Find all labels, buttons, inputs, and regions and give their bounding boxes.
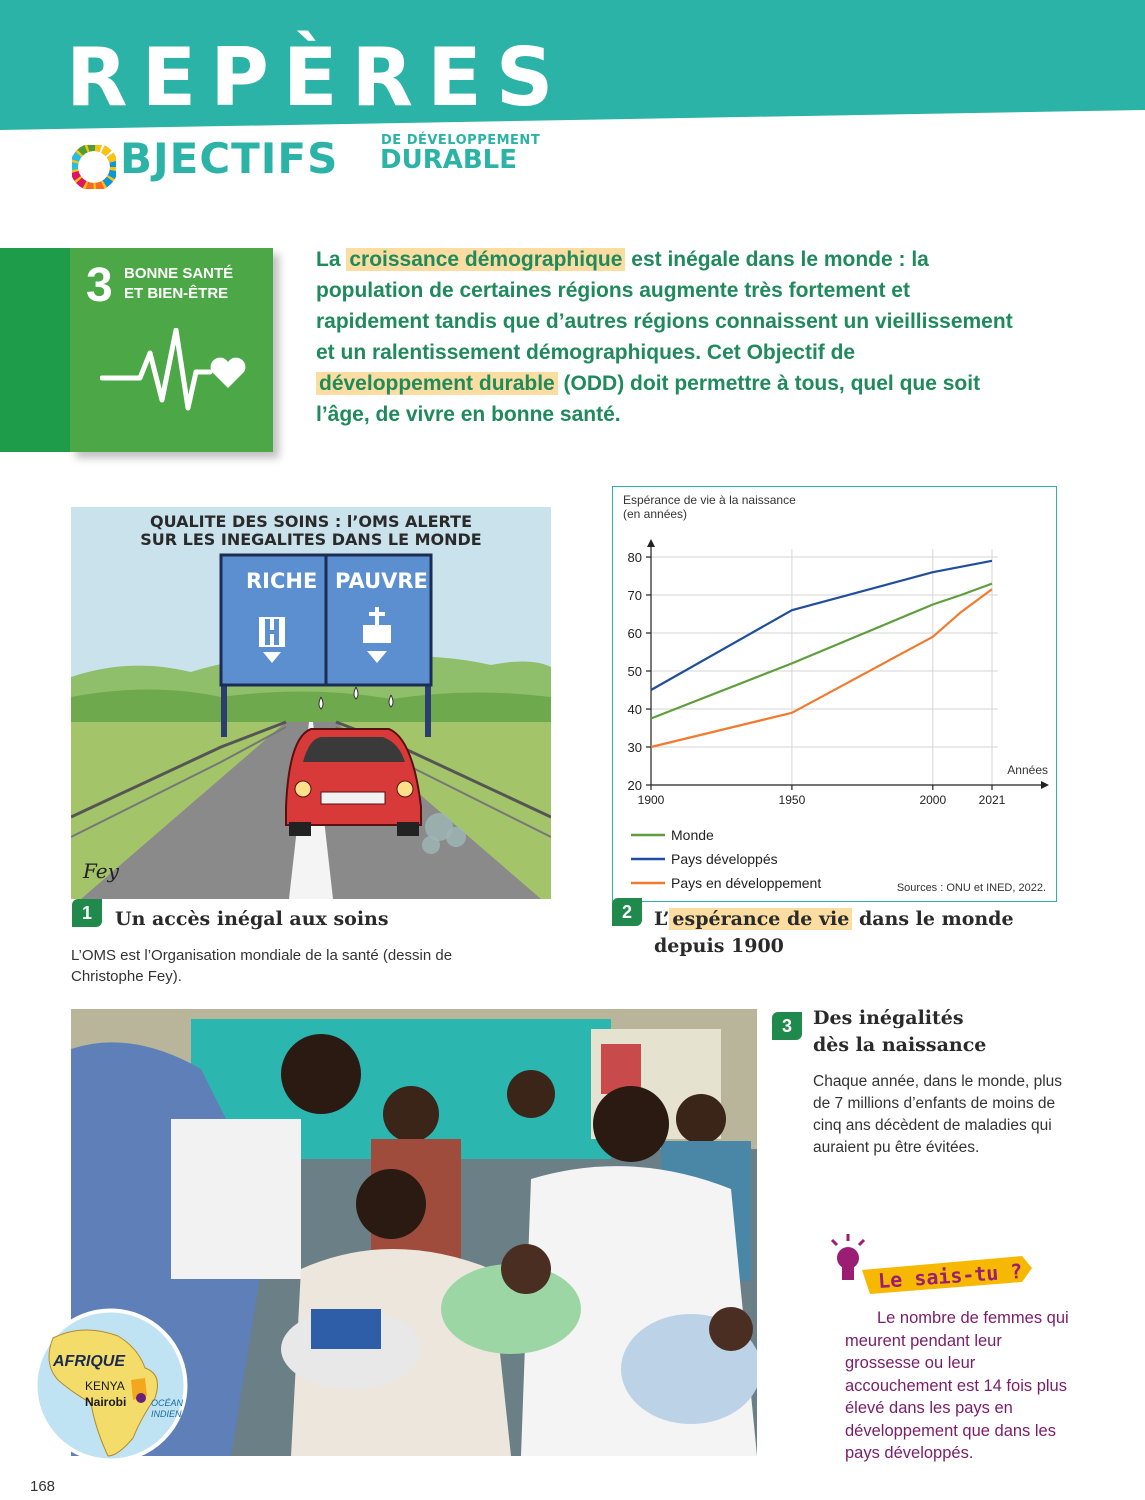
doc2-title: [654, 906, 1014, 960]
chart-canvas: [613, 487, 1058, 903]
chart-source: Sources : ONU et INED, 2022.: [896, 882, 1046, 894]
cartoon-headline-line1: QUALITE DES SOINS : l’OMS ALERTE: [149, 512, 472, 531]
sdg-label-line1: BONNE SANTÉ: [124, 265, 234, 282]
page-title: REPÈRES: [66, 31, 568, 124]
page-number: 168: [30, 1478, 56, 1495]
chart-ytick-label: 20: [627, 778, 642, 793]
chart-line-pays-en-developpement: [651, 589, 992, 747]
heartbeat-icon: [100, 328, 250, 418]
objectifs-heading: BJECTIFS: [120, 134, 339, 183]
term-developpement-durable[interactable]: développement durable: [316, 372, 558, 395]
intro-paragraph: [316, 244, 1016, 430]
doc3-title-line1: Des inégalités: [813, 1007, 964, 1029]
doc2-title-pre: L’: [654, 908, 670, 930]
legend-label-pays-developpes: Pays développés: [671, 851, 778, 867]
sais-tu-text: [845, 1307, 1075, 1465]
map-ocean-label-1: OCÉAN: [151, 1398, 184, 1408]
kenya-locator-map: [33, 1308, 188, 1463]
cartoon-headline-line2: SUR LES INEGALITES DANS LE MONDE: [140, 530, 482, 549]
intro-part3: (ODD) doit permettre à tous, quel que soit l’âge, de vivre en bonne santé.: [316, 372, 981, 426]
doc3-title-line2: dès la naissance: [813, 1034, 987, 1056]
artist-signature: Fey: [83, 859, 119, 883]
cartoon-illustration: [71, 507, 551, 899]
sdg-3-box: [70, 248, 273, 452]
intro-part1: La: [316, 248, 347, 271]
legend-label-pays-en-developpement: Pays en développement: [671, 875, 822, 891]
term-croissance-demographique[interactable]: croissance démographique: [346, 248, 625, 271]
sdg-number: 3: [86, 259, 113, 312]
doc2-badge: 2: [612, 898, 642, 926]
chart-xtick-label: 1950: [778, 793, 806, 807]
chart-ytick-label: 70: [627, 588, 642, 603]
term-esperance-de-vie[interactable]: espérance de vie: [669, 908, 852, 930]
sais-tu-body: Le nombre de femmes qui meurent pendant leur grossesse ou leur accouchement est 14 fois plus élevé dans les pays en développement que dans les pays développés.: [845, 1309, 1069, 1462]
doc1-title: Un accès inégal aux soins: [115, 908, 389, 930]
chart-xlabel: Années: [1007, 763, 1048, 777]
de-developpement-label: DE DÉVELOPPEMENT: [381, 133, 541, 148]
chart-ytick-label: 40: [627, 702, 642, 717]
map-country-label: KENYA: [85, 1379, 125, 1393]
chart-line-monde: [651, 584, 992, 719]
chart-ylabel-line1: Espérance de vie à la naissance: [623, 493, 796, 507]
map-ocean-label-2: INDIEN: [151, 1409, 182, 1419]
intro-part2: est inégale dans le monde : la population de certaines régions augmente très fortement et rapidement tandis que d’autres régions connaissent un vieillissement et un ralentissement démographiques. Cet Objectif de: [316, 248, 1013, 364]
life-expectancy-chart: [612, 486, 1057, 902]
durable-label: DURABLE: [380, 145, 517, 175]
chart-ytick-label: 50: [627, 664, 642, 679]
sdg-side-bar: [0, 248, 70, 452]
doc2-title-post: dans le monde depuis 1900: [654, 908, 1014, 957]
cartoon-drawing: [71, 507, 551, 899]
doc1-badge: 1: [72, 899, 102, 927]
doc3-text: Chaque année, dans le monde, plus de 7 millions d’enfants de moins de cinq ans décèdent de maladies qui auraient pu être évitées.: [813, 1073, 1063, 1156]
sais-tu-title: Le sais-tu ?: [877, 1258, 1024, 1294]
map-city-label: Nairobi: [85, 1395, 127, 1409]
cartoon-headline: [71, 513, 551, 549]
doc3-badge: 3: [772, 1012, 802, 1040]
chart-xtick-label: 2000: [919, 793, 947, 807]
chart-ytick-label: 80: [627, 550, 642, 565]
sdg-label-line2: ET BIEN-ÊTRE: [124, 285, 229, 303]
sdg-label: [124, 264, 264, 305]
chart-ylabel-line2: (en années): [623, 507, 688, 521]
legend-label-monde: Monde: [671, 827, 714, 843]
chart-ytick-label: 60: [627, 626, 642, 641]
sign-pauvre: PAUVRE: [335, 569, 428, 593]
map-continent-label: AFRIQUE: [53, 1353, 125, 1370]
chart-xtick-label: 1900: [637, 793, 665, 807]
sign-riche: RICHE: [246, 569, 318, 593]
doc1-caption: L’OMS est l’Organisation mondiale de la santé (dessin de Christophe Fey).: [71, 947, 453, 985]
sdg-wheel-icon: [72, 145, 116, 189]
doc3-title: [813, 1005, 1073, 1059]
chart-y-axis-arrow: [647, 539, 655, 547]
chart-xtick-label: 2021: [978, 793, 1006, 807]
chart-x-axis-arrow: [1041, 781, 1049, 789]
chart-ytick-label: 30: [627, 740, 642, 755]
